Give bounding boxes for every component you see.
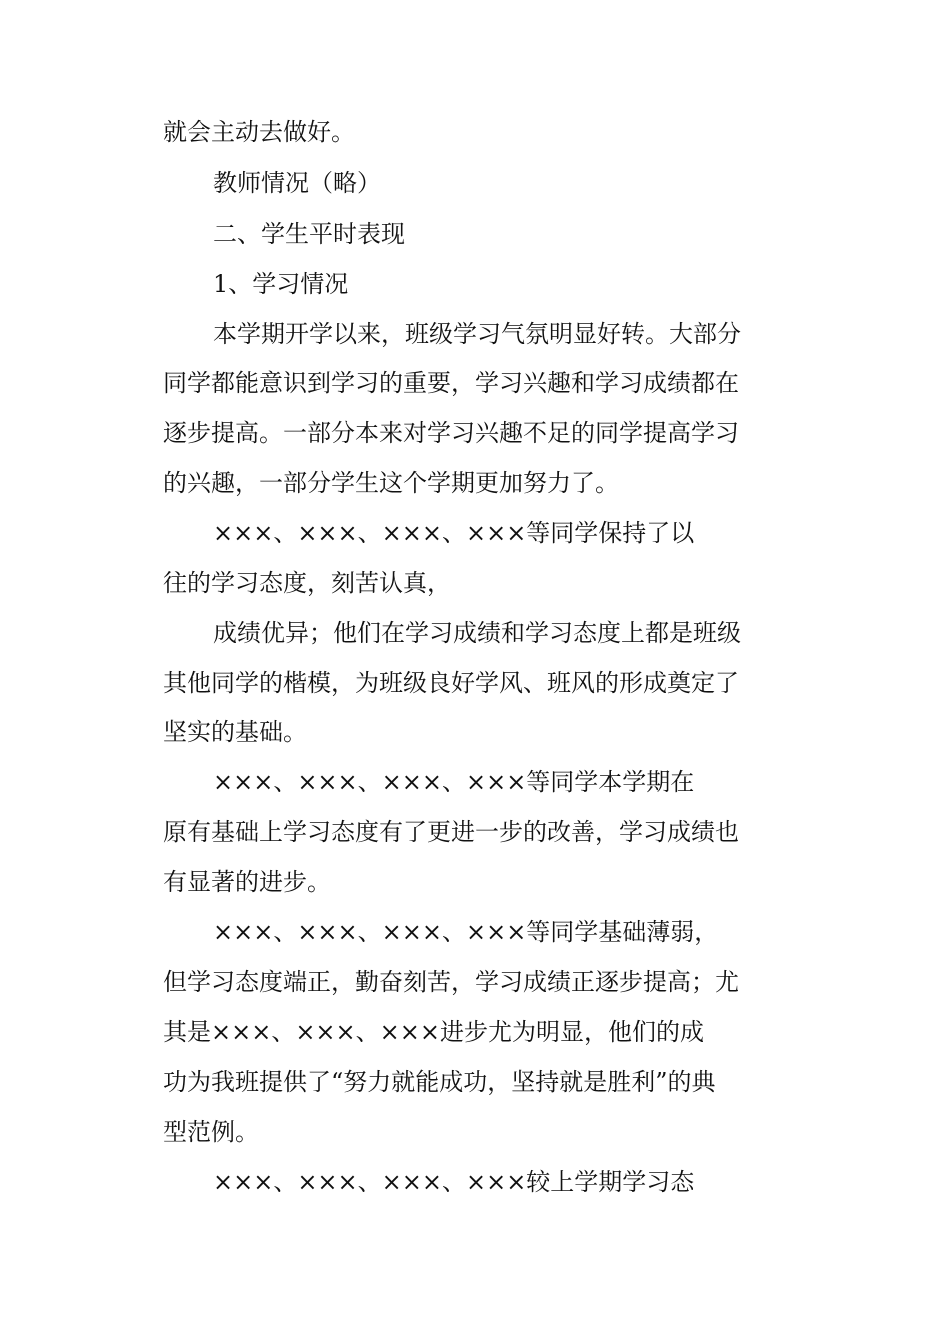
section-heading: 教师情况（略） bbox=[213, 169, 381, 197]
paragraph-line: 坚实的基础。 bbox=[163, 718, 307, 746]
paragraph-line: 功为我班提供了“努力就能成功，坚持就是胜利”的典 bbox=[163, 1068, 716, 1096]
section-heading: 二、学生平时表现 bbox=[213, 220, 405, 248]
subsection-heading: 1、学习情况 bbox=[213, 270, 349, 298]
paragraph-line: 但学习态度端正，勤奋刻苦，学习成绩正逐步提高；尤 bbox=[163, 968, 739, 996]
paragraph-line: ×××、×××、×××、×××较上学期学习态 bbox=[213, 1168, 695, 1196]
paragraph-line: ×××、×××、×××、×××等同学保持了以 bbox=[213, 519, 695, 547]
paragraph-line: 有显著的进步。 bbox=[163, 868, 331, 896]
paragraph-line: 同学都能意识到学习的重要，学习兴趣和学习成绩都在 bbox=[163, 369, 739, 397]
paragraph-line: 往的学习态度，刻苦认真， bbox=[163, 569, 451, 597]
paragraph-line: 的兴趣，一部分学生这个学期更加努力了。 bbox=[163, 469, 619, 497]
paragraph-line: 就会主动去做好。 bbox=[163, 118, 355, 146]
paragraph-line: ×××、×××、×××、×××等同学本学期在 bbox=[213, 768, 695, 796]
paragraph-line: 其他同学的楷模，为班级良好学风、班风的形成奠定了 bbox=[163, 669, 739, 697]
paragraph-line: 本学期开学以来，班级学习气氛明显好转。大部分 bbox=[213, 320, 741, 348]
paragraph-line: 逐步提高。一部分本来对学习兴趣不足的同学提高学习 bbox=[163, 419, 739, 447]
paragraph-line: 型范例。 bbox=[163, 1118, 259, 1146]
paragraph-line: 其是×××、×××、×××进步尤为明显，他们的成 bbox=[163, 1018, 704, 1046]
paragraph-line: 成绩优异；他们在学习成绩和学习态度上都是班级 bbox=[213, 619, 741, 647]
paragraph-line: ×××、×××、×××、×××等同学基础薄弱， bbox=[213, 918, 719, 946]
paragraph-line: 原有基础上学习态度有了更进一步的改善，学习成绩也 bbox=[163, 818, 739, 846]
